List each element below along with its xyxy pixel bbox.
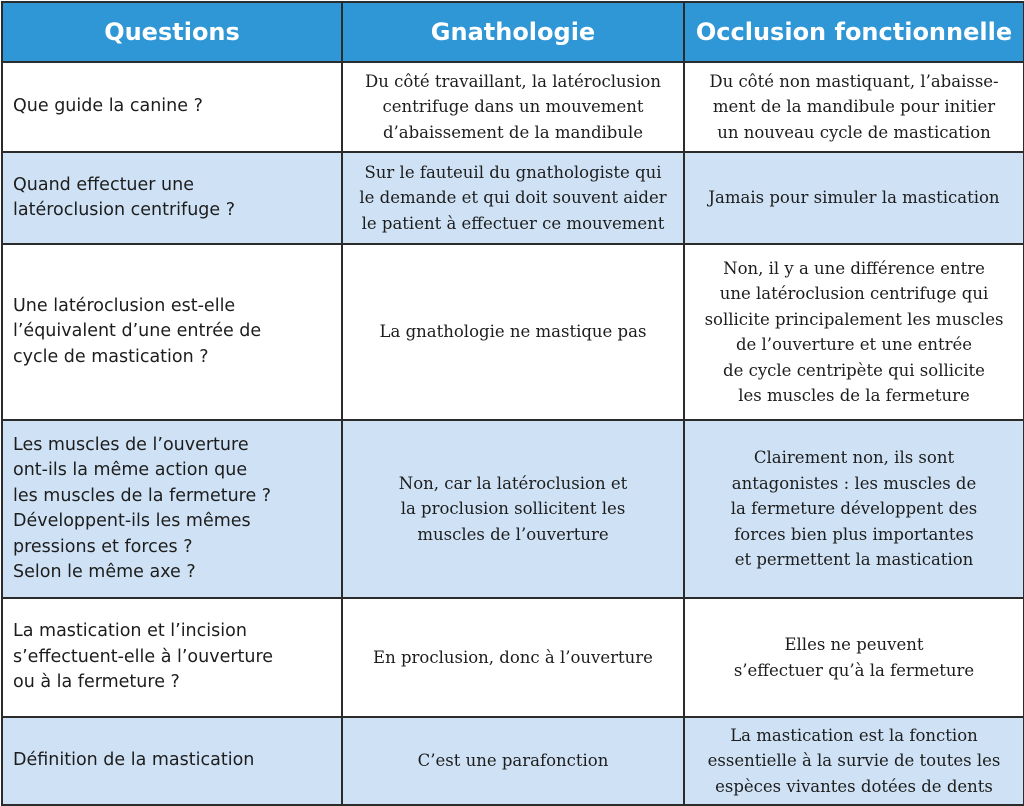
occlusion-cell: Jamais pour simuler la mastication xyxy=(684,152,1024,244)
gnathologie-cell: En proclusion, donc à l’ouverture xyxy=(342,598,684,717)
question-cell: Définition de la mastication xyxy=(2,717,342,805)
question-cell: Les muscles de l’ouverture ont-ils la même action que les muscles de la fermeture ? Développent-ils les mêmes pressions et forces ? Selon le même axe ? xyxy=(2,420,342,598)
header-questions: Questions xyxy=(2,2,342,62)
occlusion-cell: Clairement non, ils sont antagonistes : les muscles de la fermeture développent des forces bien plus importantes et permettent la mastication xyxy=(684,420,1024,598)
table-row xyxy=(2,598,1024,717)
question-cell: Que guide la canine ? xyxy=(2,62,342,152)
table-row xyxy=(2,717,1024,805)
gnathologie-cell: Non, car la latéroclusion et la proclusion sollicitent les muscles de l’ouverture xyxy=(342,420,684,598)
gnathologie-cell: Sur le fauteuil du gnathologiste qui le demande et qui doit souvent aider le patient à effectuer ce mouvement xyxy=(342,152,684,244)
gnathologie-cell: Du côté travaillant, la latéroclusion centrifuge dans un mouvement d’abaissement de la mandibule xyxy=(342,62,684,152)
comparison-table xyxy=(1,1,1024,806)
table-row xyxy=(2,62,1024,152)
header-row xyxy=(2,2,1024,62)
occlusion-cell: Du côté non mastiquant, l’abaisse- ment de la mandibule pour initier un nouveau cycle de mastication xyxy=(684,62,1024,152)
occlusion-cell: Elles ne peuvent s’effectuer qu’à la fermeture xyxy=(684,598,1024,717)
occlusion-cell: La mastication est la fonction essentielle à la survie de toutes les espèces vivantes dotées de dents xyxy=(684,717,1024,805)
table-row xyxy=(2,152,1024,244)
header-gnathologie: Gnathologie xyxy=(342,2,684,62)
gnathologie-cell: C’est une parafonction xyxy=(342,717,684,805)
table-row xyxy=(2,244,1024,420)
gnathologie-cell: La gnathologie ne mastique pas xyxy=(342,244,684,420)
question-cell: Une latéroclusion est-elle l’équivalent d’une entrée de cycle de mastication ? xyxy=(2,244,342,420)
header-occlusion-fonctionnelle: Occlusion fonctionnelle xyxy=(684,2,1024,62)
table-row xyxy=(2,420,1024,598)
question-cell: La mastication et l’incision s’effectuent-elle à l’ouverture ou à la fermeture ? xyxy=(2,598,342,717)
question-cell: Quand effectuer une latéroclusion centrifuge ? xyxy=(2,152,342,244)
occlusion-cell: Non, il y a une différence entre une latéroclusion centrifuge qui sollicite principalement les muscles de l’ouverture et une entrée de cycle centripète qui sollicite les muscles de la fermeture xyxy=(684,244,1024,420)
